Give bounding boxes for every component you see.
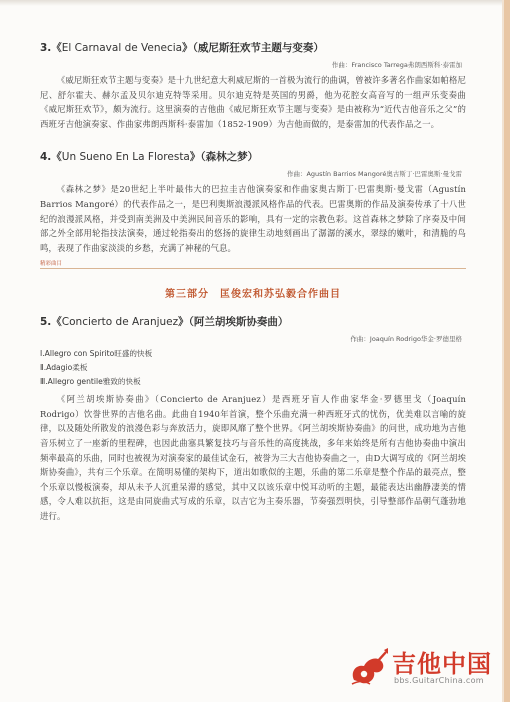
right-margin-bar	[504, 0, 510, 702]
divider-line	[40, 268, 466, 269]
item-description: 《阿兰胡埃斯协奏曲》（Concierto de Aranjuez）是西班牙盲人作曲家华金·罗德里戈（Joaquín Rodrigo）饮誉世界的吉他名曲。此曲自1940年首演，整个乐曲充满一种西班牙式的忧伤，优美难以言喻的旋律，以及随处所散发的浪漫色彩与奔放活力，旋即风靡了整个世界。《阿兰胡埃斯协奏曲》的问世，成功地为吉他音乐树立了一座新的里程碑，也因此曲塞具繁复技巧与音乐性的高度挑战，多年来始终是所有吉他协奏曲中演出频率最高的乐曲，同时也被视为对演奏家的最佳试金石，被誉为三大吉他协奏曲之一，由D大调写成的《阿兰胡埃斯协奏曲》，共有三个乐章。在简明易懂的架构下，道出如歌似的主题，乐曲的第二乐章是整个作品的最亮点，整个乐章以慢板演奏，却从未予人沉重呆滞的感觉，其中又以该乐章中悦耳动听的主题，最能表达出幽静凄美的情感，令人难以抗拒，这是由同旋曲式写成的乐章，以吉它为主奏乐器，节奏强烈明快，引导整部作品朝气蓬勃地进行。	[40, 394, 466, 521]
title-suffix: 》（威尼斯狂欢节主题与变奏）	[182, 42, 324, 54]
item-description: 《森林之梦》是20世纪上半叶最伟大的巴拉圭吉他演奏家和作曲家奥古斯丁·巴雷奥斯·曼戈雷（Agustín Barrios Mangoré）的代表作品之一，是巴利奥斯浪漫派风格作品的代表。巴雷奥斯的作品及演奏传承了十八世纪的浪漫派风格，并受到南美洲及中美洲民间音乐的影响，具有一定的宗教色彩。这首森林之梦除了序奏及中间部之外全部用轮指技法演奏，通过轮指奏出的悠扬的旋律生动地刻画出了潺潺的溪水，翠绿的嫩叶，和清脆的鸟鸣，表现了作曲家淡淡的乡愁，充满了神秘的气息。	[40, 184, 466, 253]
section-heading: 第三部分 匡俊宏和苏弘毅合作曲目	[165, 289, 341, 301]
title-prefix: 5.《	[40, 316, 62, 329]
program-item-3	[40, 40, 466, 131]
title-suffix: 》（森林之梦）	[189, 151, 259, 164]
program-item-4	[40, 149, 466, 255]
watermark-name: 吉他中国	[392, 650, 492, 678]
title-latin: Concierto de Aranjuez	[61, 316, 179, 329]
composer-credit: 作曲：Joaquín Rodrigo华金·罗德里格	[350, 335, 462, 344]
watermark-url: bbs.GuitarChina.com	[394, 676, 484, 685]
program-page	[40, 40, 466, 523]
guitar-logo-icon	[348, 646, 390, 688]
title-suffix: 》（阿兰胡埃斯协奏曲）	[178, 316, 289, 329]
item-title	[40, 40, 466, 55]
item-title	[40, 149, 466, 164]
title-latin: El Carnaval de Venecia	[61, 42, 183, 54]
item-description: 《威尼斯狂欢节主题与变奏》是十九世纪意大利威尼斯的一首极为流行的曲调，曾被许多著名作曲家如帕格尼尼、舒尔霍夫、赫尔孟及贝尔迪克特等采用。贝尔迪克特是英国的男爵，他为花腔女高音写的一组声乐变奏曲《威尼斯狂欢节》，颇为流行。这里演奏的吉他曲《威尼斯狂欢节主题与变奏》是由被称为“近代吉他音乐之父”的西班牙吉他演奏家、作曲家弗朗西斯科·泰雷加（1852-1909）为吉他而做的，是泰雷加的代表作品之一。	[40, 75, 466, 129]
movement-item: Ⅱ.Adagio柔板	[40, 362, 88, 372]
divider-tag: 精彩曲目	[40, 261, 63, 268]
title-prefix: 3.《	[40, 42, 62, 54]
item-title	[40, 314, 466, 329]
section-divider	[40, 259, 466, 275]
movement-item: Ⅰ.Allegro con Spirito旺盛的快板	[40, 349, 153, 359]
movement-item: Ⅲ.Allegro gentile雅致的快板	[40, 376, 141, 386]
composer-credit: 作曲：Francisco Tarrega弗朗西斯科·泰雷加	[331, 61, 462, 69]
program-item-5	[40, 314, 466, 523]
movement-list	[40, 347, 466, 388]
top-edge-shadow	[0, 0, 510, 6]
composer-credit: 作曲：Agustín Barrios Mangoré奥古斯丁·巴雷奥斯·曼戈雷	[286, 170, 462, 179]
title-prefix: 4.《	[40, 151, 62, 164]
watermark	[348, 642, 498, 694]
title-latin: Un Sueno En La Floresta	[61, 151, 190, 164]
